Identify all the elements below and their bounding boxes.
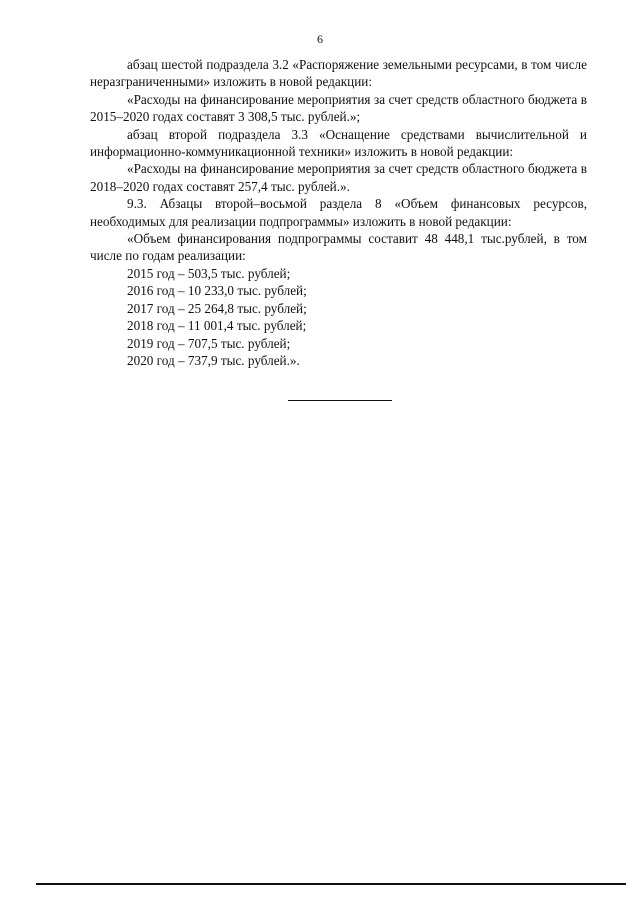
- year-line-2019: 2019 год – 707,5 тыс. рублей;: [127, 335, 291, 351]
- year-line-2020: 2020 год – 737,9 тыс. рублей.».: [127, 352, 300, 368]
- year-line-2015: 2015 год – 503,5 тыс. рублей;: [127, 265, 291, 281]
- paragraph-6: «Объем финансирования подпрограммы составит 48 448,1 тыс.рублей, в том числе по годам реализации:: [90, 231, 587, 264]
- paragraph-3: абзац второй подраздела 3.3 «Оснащение средствами вычислительной и информационно-коммуникационной техники» изложить в новой редакции:: [90, 126, 587, 160]
- year-line-2016: 2016 год – 10 233,0 тыс. рублей;: [127, 283, 307, 299]
- page-number: 6: [317, 32, 323, 46]
- year-line-2017: 2017 год – 25 264,8 тыс. рублей;: [127, 300, 307, 316]
- paragraph-4: «Расходы на финансирование мероприятия за счет средств областного бюджета в 2018–2020 годах составят 257,4 тыс. рублей.».: [90, 161, 587, 194]
- year-line-2018: 2018 год – 11 001,4 тыс. рублей;: [127, 318, 307, 334]
- paragraph-2: «Расходы на финансирование мероприятия за счет средств областного бюджета в 2015–2020 годах составят 3 308,5 тыс. рублей.»;: [90, 91, 587, 125]
- page-bottom-border: [36, 883, 626, 885]
- document-body: [90, 56, 587, 369]
- paragraph-5: 9.3. Абзацы второй–восьмой раздела 8 «Объем финансовых ресурсов, необходимых для реализации подпрограммы» изложить в новой редакции:: [90, 196, 587, 229]
- paragraph-1: абзац шестой подраздела 3.2 «Распоряжение земельными ресурсами, в том числе неразграниченными» изложить в новой редакции:: [90, 57, 587, 90]
- end-of-text-divider: [288, 400, 392, 401]
